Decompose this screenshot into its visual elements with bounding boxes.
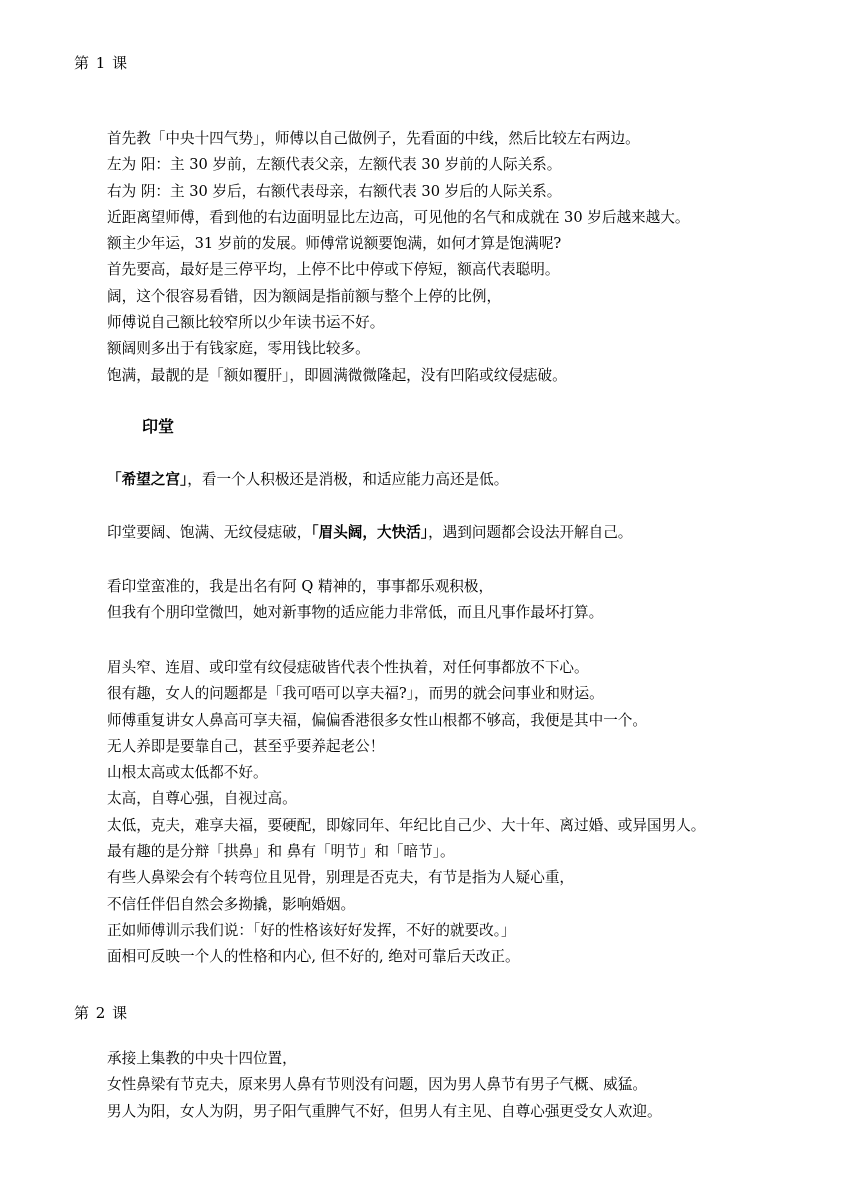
paragraph-line: 右为 阴：主 30 岁后，右额代表母亲，右额代表 30 岁后的人际关系。	[107, 182, 562, 200]
paragraph-line: 额主少年运，31 岁前的发展。师傅常说额要饱满，如何才算是饱满呢?	[107, 235, 562, 253]
paragraph-line	[107, 467, 837, 493]
yintang-line	[107, 520, 837, 546]
section-subheading: 印堂	[142, 417, 175, 436]
paragraph-line: 正如师傅训示我们说：「好的性格该好好发挥，不好的就要改。」	[107, 921, 516, 939]
paragraph-line: 饱满，最靓的是「额如覆肝」，即圆满微微隆起，没有凹陷或纹侵痣破。	[107, 366, 567, 384]
paragraph-line: 男人为阳，女人为阴，男子阳气重脾气不好，但男人有主见、自尊心强更受女人欢迎。	[107, 1102, 662, 1120]
paragraph-text: ，遇到问题都会设法开解自己。	[428, 524, 633, 541]
lesson-2-title: 第 2 课	[74, 1004, 129, 1022]
paragraph-line: 师傅重复讲女人鼻高可享夫福，偏偏香港很多女性山根都不够高，我便是其中一个。	[107, 711, 647, 729]
paragraph-line: 太低，克夫，难享夫福，要硬配，即嫁同年、年纪比自己少、大十年、离过婚、或异国男人。	[107, 816, 706, 834]
paragraph-line: 女性鼻梁有节克夫，原来男人鼻有节则没有问题，因为男人鼻节有男子气概、威猛。	[107, 1076, 647, 1094]
paragraph-line: 有些人鼻梁会有个转弯位且见骨，别理是否克夫，有节是指为人疑心重，	[107, 869, 575, 887]
bold-term: 「眉头阔，大快活」	[311, 524, 429, 541]
paragraph-line: 但我有个朋印堂微凹，她对新事物的适应能力非常低，而且凡事作最坏打算。	[107, 604, 604, 622]
hope-palace-line	[107, 467, 837, 493]
forehead-section	[107, 126, 837, 389]
lesson-2-section	[107, 1046, 837, 1125]
paragraph-line: 山根太高或太低都不好。	[107, 764, 268, 782]
paragraph-line: 承接上集教的中央十四位置，	[107, 1050, 297, 1067]
paragraph-text: 印堂要阔、饱满、无纹侵痣破，	[107, 524, 312, 541]
paragraph-line	[107, 520, 837, 546]
paragraph-line: 左为 阳：主 30 岁前，左额代表父亲，左额代表 30 岁前的人际关系。	[107, 156, 562, 174]
bold-term: 「希望之宫」	[107, 471, 188, 488]
nose-section	[107, 655, 837, 971]
paragraph-line: 近距离望师傅，看到他的右边面明显比左边高，可见他的名气和成就在 30 岁后越来越大。	[107, 208, 690, 226]
paragraph-line: 太高，自尊心强，自视过高。	[107, 790, 297, 808]
paragraph-line: 首先要高，最好是三停平均，上停不比中停或下停短，额高代表聪明。	[107, 261, 560, 279]
friends-section	[107, 574, 837, 627]
paragraph-line: 很有趣，女人的问题都是「我可唔可以享夫福?」，而男的就会问事业和财运。	[107, 685, 604, 703]
paragraph-line: 不信任伴侣自然会多拗撬，影响婚姻。	[107, 895, 356, 913]
paragraph-line: 看印堂蛮准的，我是出名有阿 Q 精神的，事事都乐观积极，	[107, 578, 494, 595]
lesson-1-title: 第 1 课	[74, 54, 129, 72]
paragraph-line: 眉头窄、连眉、或印堂有纹侵痣破皆代表个性执着，对任何事都放不下心。	[107, 659, 589, 676]
paragraph-line: 师傅说自己额比较窄所以少年读书运不好。	[107, 314, 385, 332]
paragraph-line: 首先教「中央十四气势」，师傅以自己做例子，先看面的中线，然后比较左右两边。	[107, 130, 640, 147]
paragraph-text: ，看一个人积极还是消极，和适应能力高还是低。	[187, 471, 509, 488]
paragraph-line: 无人养即是要靠自己，甚至乎要养起老公！	[107, 737, 385, 755]
paragraph-line: 阔，这个很容易看错，因为额阔是指前额与整个上停的比例，	[107, 287, 502, 305]
paragraph-line: 面相可反映一个人的性格和内心, 但不好的, 绝对可靠后天改正。	[107, 948, 520, 966]
paragraph-line: 额阔则多出于有钱家庭，零用钱比较多。	[107, 340, 370, 358]
paragraph-line: 最有趣的是分辩「拱鼻」和 鼻有「明节」和「暗节」。	[107, 843, 455, 861]
